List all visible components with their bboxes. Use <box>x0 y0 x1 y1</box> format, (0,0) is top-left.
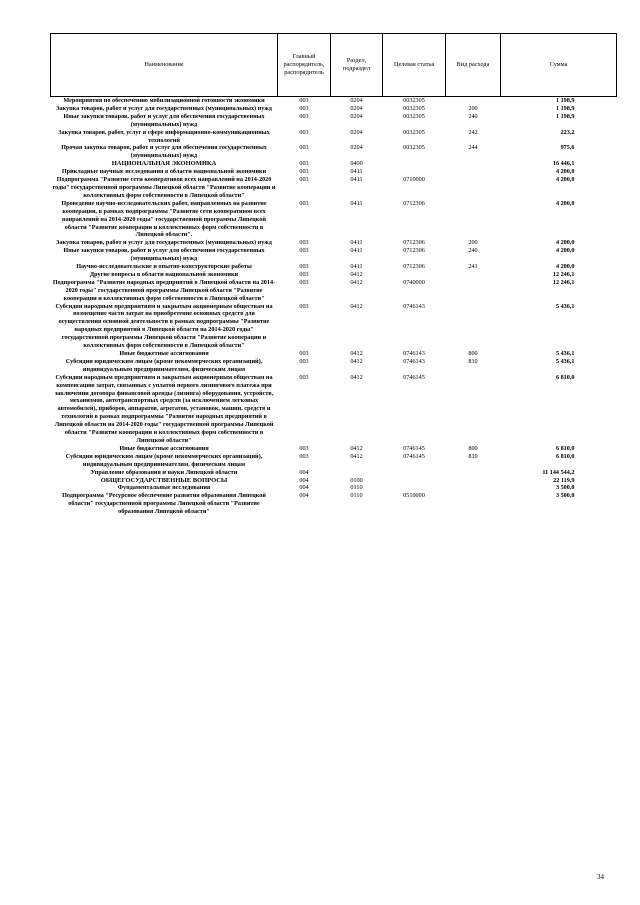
cell-sum: 4 200,0 <box>555 168 575 176</box>
cell-target: 0712306 <box>403 239 425 247</box>
cell-admin: 003 <box>299 278 309 286</box>
cell-section: 0204 <box>350 112 363 120</box>
cell-target: 0746145 <box>403 452 425 460</box>
cell-name: Фундаментальные исследования <box>117 484 211 492</box>
cell-admin: 003 <box>299 239 309 247</box>
cell-expense-type: 810 <box>468 357 478 365</box>
cell-section: 0412 <box>350 270 363 278</box>
header-target: Целевая статья <box>383 34 446 97</box>
cell-target: 0032305 <box>403 128 425 136</box>
cell-admin: 003 <box>299 199 309 207</box>
cell-sum: 5 436,1 <box>555 357 575 365</box>
cell-admin: 004 <box>299 468 309 476</box>
cell-target <box>383 168 446 176</box>
cell-admin: 003 <box>299 270 309 278</box>
cell-target <box>383 469 446 477</box>
cell-name: Подпрограмма "Ресурсное обеспечение развития образования Липецкой области" государственной программы Липецкой области "Развитие образования Липецкой области" <box>62 492 266 516</box>
cell-admin: 003 <box>299 112 309 120</box>
table-row <box>51 144 617 160</box>
table-row <box>51 105 617 113</box>
table-body <box>51 97 617 517</box>
cell-section: 0411 <box>350 263 363 271</box>
cell-admin: 003 <box>299 176 309 184</box>
table-row <box>51 160 617 168</box>
cell-section <box>331 469 383 477</box>
cell-sum: 12 246,1 <box>552 278 575 286</box>
cell-name: Закупка товаров, работ и услуг для государственных (муниципальных) нужд <box>56 104 272 112</box>
table-row <box>51 176 617 200</box>
cell-expense-type <box>446 279 501 303</box>
cell-admin: 003 <box>299 373 309 381</box>
cell-sum: 6 810,0 <box>555 373 575 381</box>
cell-expense-type <box>446 200 501 240</box>
cell-name: Иные закупки товаров, работ и услуг для обеспечения государственных (муниципальных) нужд <box>63 247 265 263</box>
cell-section: 0100 <box>350 476 363 484</box>
cell-expense-type: 200 <box>468 104 478 112</box>
cell-sum: 6 810,0 <box>555 444 575 452</box>
cell-sum: 975,6 <box>560 144 575 152</box>
cell-name: ОБЩЕГОСУДАРСТВЕННЫЕ ВОПРОСЫ <box>100 476 228 484</box>
cell-target <box>383 160 446 168</box>
cell-expense-type <box>446 168 501 176</box>
table-row <box>51 350 617 358</box>
cell-section: 0412 <box>350 444 363 452</box>
table-row <box>51 239 617 247</box>
header-section: Раздел, подраздел <box>331 34 383 97</box>
table-row <box>51 200 617 240</box>
cell-sum: 4 200,0 <box>555 176 575 184</box>
cell-admin: 003 <box>299 350 309 357</box>
cell-expense-type: 242 <box>468 128 478 136</box>
cell-name: Прикладные научные исследования в области национальной экономики <box>61 168 267 176</box>
cell-section: 0204 <box>350 104 363 112</box>
cell-expense-type <box>446 303 501 350</box>
cell-section: 0412 <box>350 357 363 365</box>
cell-expense-type <box>446 271 501 279</box>
table-row <box>51 492 617 516</box>
table-row <box>51 263 617 271</box>
cell-target: 0712306 <box>403 247 425 255</box>
cell-sum: 3 500,0 <box>555 492 575 500</box>
cell-section: 0411 <box>350 168 363 176</box>
cell-target: 0032305 <box>403 112 425 120</box>
cell-sum: 16 446,1 <box>552 160 575 168</box>
cell-sum: 5 436,1 <box>555 302 575 310</box>
cell-sum: 1 198,9 <box>555 97 575 104</box>
header-expense-type: Вид расхода <box>446 34 501 97</box>
cell-sum: 22 119,9 <box>553 476 575 484</box>
cell-expense-type <box>446 97 501 105</box>
cell-name: Подпрограмма "Развитие сети кооперативов всех направлений на 2014-2020 годы" государственной программы Липецкой области "Развитие кооперации и коллективных форм собственности в Липецкой области" <box>52 176 276 199</box>
table-row <box>51 168 617 176</box>
cell-target <box>383 271 446 279</box>
cell-name: Субсидии юридическим лицам (кроме некоммерческих организаций), индивидуальным предпринимателям, физическим лицам <box>65 452 263 468</box>
cell-admin: 003 <box>299 160 309 168</box>
cell-expense-type <box>446 484 501 492</box>
cell-target: 0712306 <box>403 199 425 207</box>
cell-name: Научно-исследовательские и опытно-конструкторские работы <box>76 263 252 271</box>
cell-name: Иные закупки товаров, работ и услуг для обеспечения государственных (муниципальных) нужд <box>63 112 265 128</box>
cell-name: Прочая закупка товаров, работ и услуг для обеспечения государственных (муниципальных) нужд <box>61 144 267 160</box>
cell-name: Субсидии народным предприятиям и закрытым акционерным обществам на возмещение части затрат на приобретение основных средств для осуществления основной деятельности в рамках подпрограммы "Развитие народных предприятий в Липецкой области на 2014-2020 годы" государственной программы Липецкой области "Развитие кооперации и коллективных форм собственности в Липецкой области" <box>55 302 273 350</box>
cell-expense-type: 241 <box>468 263 478 271</box>
cell-expense-type <box>446 374 501 445</box>
cell-name: Иные бюджетные ассигнования <box>119 444 209 452</box>
cell-target: 0740000 <box>403 278 425 286</box>
table-row <box>51 303 617 350</box>
cell-target: 0746143 <box>403 350 425 357</box>
cell-name: Иные бюджетные ассигнования <box>119 350 209 357</box>
cell-section: 0204 <box>350 144 363 152</box>
table-row <box>51 113 617 129</box>
table-row <box>51 484 617 492</box>
cell-expense-type: 800 <box>468 350 478 357</box>
cell-target: 0032305 <box>403 144 425 152</box>
cell-sum: 223,2 <box>560 128 575 136</box>
cell-name: Субсидии юридическим лицам (кроме некоммерческих организаций), индивидуальным предпринимателям, физическим лицам <box>65 357 263 373</box>
cell-admin: 003 <box>299 452 309 460</box>
cell-admin: 003 <box>299 104 309 112</box>
cell-section: 0110 <box>350 492 363 500</box>
cell-section: 0412 <box>350 302 363 310</box>
table-row <box>51 477 617 485</box>
cell-admin: 003 <box>299 444 309 452</box>
cell-name: Подпрограмма "Развитие народных предприятий в Липецкой области на 2014-2020 годы" государственной программы Липецкой области "Развитие кооперации и коллективных форм собственности в Липецкой области" <box>52 278 276 302</box>
cell-admin: 003 <box>299 247 309 255</box>
cell-target: 0510000 <box>403 492 425 500</box>
cell-section: 0411 <box>350 239 363 247</box>
header-sum: Сумма <box>501 34 617 97</box>
cell-sum: 4 200,0 <box>555 239 575 247</box>
cell-target: 0712306 <box>403 263 425 271</box>
cell-target <box>383 484 446 492</box>
cell-name: НАЦИОНАЛЬНАЯ ЭКОНОМИКА <box>111 160 217 168</box>
cell-sum: 3 500,0 <box>555 484 575 492</box>
cell-name: Управление образования и науки Липецкой области <box>90 468 238 476</box>
cell-name: Мероприятия по обеспечению мобилизационной готовности экономики <box>63 97 265 104</box>
cell-sum: 4 200,0 <box>555 263 575 271</box>
cell-section: 0110 <box>350 484 363 492</box>
cell-admin: 003 <box>299 144 309 152</box>
cell-section: 0204 <box>350 97 363 104</box>
cell-target: 0746143 <box>403 302 425 310</box>
cell-section: 0204 <box>350 128 363 136</box>
cell-target: 0746145 <box>403 373 425 381</box>
table-row <box>51 469 617 477</box>
cell-target: 0710000 <box>403 176 425 184</box>
cell-section: 0411 <box>350 176 363 184</box>
cell-section: 0412 <box>350 373 363 381</box>
cell-expense-type: 810 <box>468 452 478 460</box>
table-row <box>51 271 617 279</box>
cell-section: 0411 <box>350 247 363 255</box>
cell-expense-type <box>446 492 501 516</box>
table-row <box>51 358 617 374</box>
header-admin: Главный распорядитель, распорядитель <box>278 34 331 97</box>
cell-section: 0400 <box>350 160 363 168</box>
cell-section: 0412 <box>350 452 363 460</box>
table-row <box>51 374 617 445</box>
cell-sum: 6 810,0 <box>555 452 575 460</box>
cell-admin: 004 <box>299 492 309 500</box>
cell-name: Другие вопросы в области национальной экономики <box>89 270 239 278</box>
cell-admin: 003 <box>299 263 309 271</box>
cell-expense-type: 240 <box>468 247 478 255</box>
table-row <box>51 129 617 145</box>
header-name: Наименование <box>51 34 278 97</box>
budget-table <box>50 33 617 516</box>
table-header-row <box>51 34 617 97</box>
cell-expense-type <box>446 477 501 485</box>
cell-sum: 4 200,0 <box>555 247 575 255</box>
cell-expense-type <box>446 176 501 200</box>
cell-name: Субсидии народным предприятиям и закрытым акционерным обществам на компенсацию затрат, связанных с уплатой первого лизингового платежа при заключении договора финансовой аренды (лизинга) оборудования, устройств, механизмов, автотранспортных средств (за исключением легковых автомобилей), приборов, аппаратов, агрегатов, установок, машин, средств и технологий в рамках подпрограммы "Развитие народных предприятий в Липецкой области на 2014-2020 годы" государственной программы Липецкой области "Развитие кооперации и коллективных форм собственности в Липецкой области" <box>54 373 274 444</box>
cell-sum: 1 198,9 <box>555 104 575 112</box>
page-number: 34 <box>597 873 604 881</box>
cell-admin: 004 <box>299 476 309 484</box>
cell-expense-type <box>446 469 501 477</box>
cell-target: 0032305 <box>403 97 425 104</box>
cell-expense-type: 244 <box>468 144 478 152</box>
cell-sum: 1 198,9 <box>555 112 575 120</box>
cell-sum: 4 200,0 <box>555 199 575 207</box>
table-row <box>51 445 617 453</box>
table-row <box>51 247 617 263</box>
cell-expense-type: 240 <box>468 112 478 120</box>
cell-admin: 003 <box>299 357 309 365</box>
cell-target <box>383 477 446 485</box>
cell-expense-type: 800 <box>468 444 478 452</box>
cell-target: 0032305 <box>403 104 425 112</box>
cell-admin: 003 <box>299 168 309 176</box>
cell-admin: 003 <box>299 128 309 136</box>
cell-name: Проведение научно-исследовательских работ, направленных на развитие кооперации, в рамках подпрограммы "Развитие сети кооперативов всех направлений на 2014-2020 годы" государственной программы Липецкой области "Развитие кооперации и коллективных форм собственности в Липецкой области". <box>61 199 267 239</box>
cell-target: 0746143 <box>403 357 425 365</box>
cell-admin: 004 <box>299 484 309 492</box>
table-row <box>51 279 617 303</box>
cell-admin: 003 <box>299 97 309 104</box>
cell-sum: 5 436,1 <box>555 350 575 357</box>
cell-name: Закупка товаров, работ и услуг для государственных (муниципальных) нужд <box>56 239 272 247</box>
table-row <box>51 453 617 469</box>
cell-section: 0412 <box>350 350 363 357</box>
table-row <box>51 97 617 105</box>
cell-sum: 12 246,1 <box>552 270 575 278</box>
cell-expense-type <box>446 160 501 168</box>
cell-name: Закупка товаров, работ, услуг в сфере информационно-коммуникационных технологий <box>58 128 270 144</box>
cell-expense-type: 200 <box>468 239 478 247</box>
cell-admin: 003 <box>299 302 309 310</box>
cell-section: 0412 <box>350 278 363 286</box>
cell-section: 0411 <box>350 199 363 207</box>
cell-target: 0746145 <box>403 444 425 452</box>
cell-sum: 11 144 544,2 <box>542 468 575 476</box>
